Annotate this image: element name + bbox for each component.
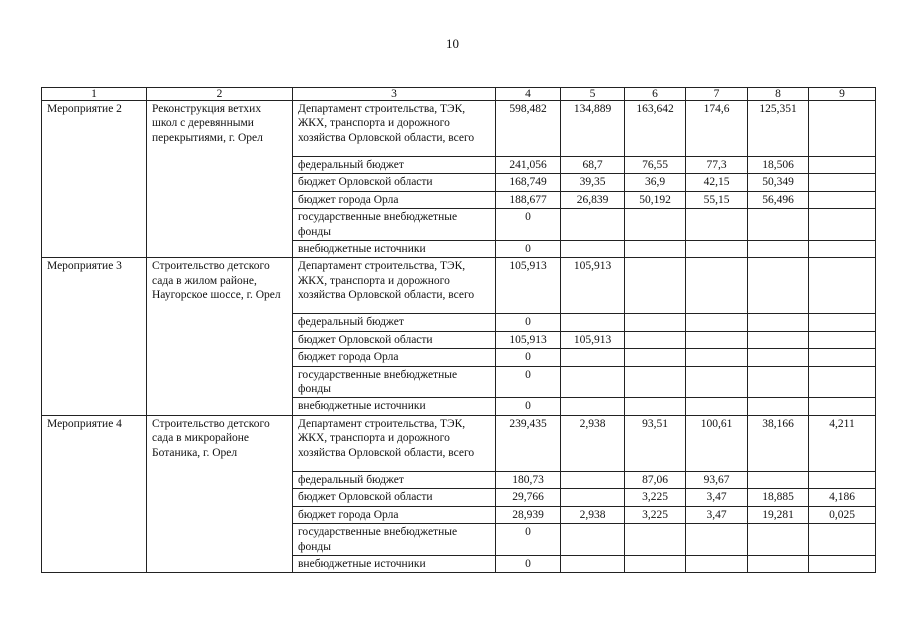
value-cell-c4: 168,749	[496, 174, 561, 191]
header-cell: 5	[561, 88, 625, 101]
value-cell-c8	[748, 314, 809, 331]
value-cell-c6	[625, 258, 686, 314]
source-cell: государственные внебюджетные фонды	[293, 524, 496, 556]
value-cell-c7: 93,67	[686, 471, 748, 488]
value-cell-c4: 239,435	[496, 415, 561, 471]
header-cell: 3	[293, 88, 496, 101]
value-cell-c7	[686, 524, 748, 556]
source-cell: бюджет Орловской области	[293, 331, 496, 348]
value-cell-c9	[809, 174, 876, 191]
value-cell-c4: 0	[496, 314, 561, 331]
value-cell-c5	[561, 349, 625, 366]
value-cell-c5: 26,839	[561, 191, 625, 208]
value-cell-c8	[748, 524, 809, 556]
source-cell: Департамент строительства, ТЭК, ЖКХ, транспорта и дорожного хозяйства Орловской области, всего	[293, 415, 496, 471]
value-cell-c8: 50,349	[748, 174, 809, 191]
header-cell: 8	[748, 88, 809, 101]
value-cell-c4: 29,766	[496, 489, 561, 506]
value-cell-c6	[625, 314, 686, 331]
value-cell-c5	[561, 314, 625, 331]
value-cell-c4: 598,482	[496, 101, 561, 157]
value-cell-c4: 0	[496, 524, 561, 556]
value-cell-c4: 105,913	[496, 258, 561, 314]
value-cell-c7: 77,3	[686, 157, 748, 174]
value-cell-c8: 18,506	[748, 157, 809, 174]
value-cell-c8	[748, 398, 809, 415]
description-cell: Реконструкция ветхих школ с деревянными перекрытиями, г. Орел	[147, 101, 293, 258]
value-cell-c5	[561, 398, 625, 415]
table-row	[42, 258, 876, 314]
header-cell: 9	[809, 88, 876, 101]
value-cell-c4: 28,939	[496, 506, 561, 523]
page-number: 10	[446, 36, 459, 51]
value-cell-c7	[686, 398, 748, 415]
header-cell: 4	[496, 88, 561, 101]
value-cell-c5: 2,938	[561, 415, 625, 471]
value-cell-c9	[809, 366, 876, 398]
value-cell-c5: 2,938	[561, 506, 625, 523]
header-row	[42, 88, 876, 101]
value-cell-c6: 76,55	[625, 157, 686, 174]
value-cell-c9	[809, 398, 876, 415]
value-cell-c8	[748, 471, 809, 488]
value-cell-c6	[625, 241, 686, 258]
source-cell: бюджет города Орла	[293, 349, 496, 366]
value-cell-c8	[748, 258, 809, 314]
value-cell-c6: 93,51	[625, 415, 686, 471]
value-cell-c9	[809, 471, 876, 488]
header-cell: 1	[42, 88, 147, 101]
table-row	[42, 415, 876, 471]
source-cell: федеральный бюджет	[293, 157, 496, 174]
value-cell-c5: 134,889	[561, 101, 625, 157]
value-cell-c9	[809, 349, 876, 366]
value-cell-c8	[748, 555, 809, 572]
value-cell-c6: 3,225	[625, 506, 686, 523]
value-cell-c6: 50,192	[625, 191, 686, 208]
value-cell-c8: 19,281	[748, 506, 809, 523]
source-cell: федеральный бюджет	[293, 471, 496, 488]
value-cell-c9	[809, 191, 876, 208]
source-cell: внебюджетные источники	[293, 241, 496, 258]
value-cell-c6: 87,06	[625, 471, 686, 488]
value-cell-c9: 4,186	[809, 489, 876, 506]
source-cell: государственные внебюджетные фонды	[293, 366, 496, 398]
table-row	[42, 101, 876, 157]
value-cell-c9	[809, 157, 876, 174]
value-cell-c7	[686, 209, 748, 241]
value-cell-c6	[625, 349, 686, 366]
value-cell-c5	[561, 524, 625, 556]
value-cell-c9: 4,211	[809, 415, 876, 471]
value-cell-c7	[686, 366, 748, 398]
value-cell-c5: 105,913	[561, 258, 625, 314]
value-cell-c4: 180,73	[496, 471, 561, 488]
value-cell-c9	[809, 101, 876, 157]
value-cell-c8: 56,496	[748, 191, 809, 208]
value-cell-c6	[625, 555, 686, 572]
value-cell-c4: 0	[496, 209, 561, 241]
value-cell-c6	[625, 331, 686, 348]
value-cell-c6: 3,225	[625, 489, 686, 506]
value-cell-c7: 42,15	[686, 174, 748, 191]
value-cell-c9	[809, 524, 876, 556]
value-cell-c9	[809, 314, 876, 331]
value-cell-c8: 125,351	[748, 101, 809, 157]
value-cell-c4: 0	[496, 366, 561, 398]
source-cell: внебюджетные источники	[293, 555, 496, 572]
value-cell-c8	[748, 241, 809, 258]
value-cell-c4: 0	[496, 349, 561, 366]
measure-cell: Мероприятие 3	[42, 258, 147, 415]
value-cell-c8	[748, 209, 809, 241]
value-cell-c9	[809, 555, 876, 572]
value-cell-c5: 68,7	[561, 157, 625, 174]
value-cell-c6: 36,9	[625, 174, 686, 191]
value-cell-c7	[686, 241, 748, 258]
header-cell: 6	[625, 88, 686, 101]
description-cell: Строительство детского сада в жилом районе, Наугорское шоссе, г. Орел	[147, 258, 293, 415]
value-cell-c7: 55,15	[686, 191, 748, 208]
value-cell-c8	[748, 349, 809, 366]
value-cell-c5	[561, 489, 625, 506]
value-cell-c6	[625, 524, 686, 556]
value-cell-c4: 0	[496, 555, 561, 572]
source-cell: бюджет Орловской области	[293, 174, 496, 191]
source-cell: бюджет Орловской области	[293, 489, 496, 506]
value-cell-c7: 100,61	[686, 415, 748, 471]
value-cell-c9	[809, 331, 876, 348]
measure-cell: Мероприятие 2	[42, 101, 147, 258]
header-cell: 2	[147, 88, 293, 101]
value-cell-c4: 0	[496, 241, 561, 258]
value-cell-c9	[809, 241, 876, 258]
value-cell-c6: 163,642	[625, 101, 686, 157]
measure-cell: Мероприятие 4	[42, 415, 147, 572]
value-cell-c7: 3,47	[686, 489, 748, 506]
value-cell-c5	[561, 555, 625, 572]
header-cell: 7	[686, 88, 748, 101]
source-cell: государственные внебюджетные фонды	[293, 209, 496, 241]
budget-table	[41, 87, 876, 573]
value-cell-c5	[561, 366, 625, 398]
value-cell-c8	[748, 366, 809, 398]
source-cell: внебюджетные источники	[293, 398, 496, 415]
source-cell: федеральный бюджет	[293, 314, 496, 331]
value-cell-c8	[748, 331, 809, 348]
description-cell: Строительство детского сада в микрорайоне Ботаника, г. Орел	[147, 415, 293, 572]
source-cell: Департамент строительства, ТЭК, ЖКХ, транспорта и дорожного хозяйства Орловской области, всего	[293, 101, 496, 157]
value-cell-c8: 18,885	[748, 489, 809, 506]
value-cell-c7	[686, 258, 748, 314]
value-cell-c4: 0	[496, 398, 561, 415]
value-cell-c5: 39,35	[561, 174, 625, 191]
value-cell-c6	[625, 398, 686, 415]
value-cell-c9	[809, 209, 876, 241]
value-cell-c9: 0,025	[809, 506, 876, 523]
value-cell-c5	[561, 209, 625, 241]
source-cell: бюджет города Орла	[293, 191, 496, 208]
value-cell-c4: 105,913	[496, 331, 561, 348]
value-cell-c9	[809, 258, 876, 314]
value-cell-c7	[686, 349, 748, 366]
value-cell-c6	[625, 209, 686, 241]
value-cell-c5	[561, 471, 625, 488]
value-cell-c4: 188,677	[496, 191, 561, 208]
value-cell-c5	[561, 241, 625, 258]
value-cell-c7: 3,47	[686, 506, 748, 523]
source-cell: бюджет города Орла	[293, 506, 496, 523]
value-cell-c7	[686, 314, 748, 331]
value-cell-c7: 174,6	[686, 101, 748, 157]
value-cell-c7	[686, 555, 748, 572]
value-cell-c7	[686, 331, 748, 348]
source-cell: Департамент строительства, ТЭК, ЖКХ, транспорта и дорожного хозяйства Орловской области, всего	[293, 258, 496, 314]
value-cell-c4: 241,056	[496, 157, 561, 174]
value-cell-c6	[625, 366, 686, 398]
value-cell-c5: 105,913	[561, 331, 625, 348]
value-cell-c8: 38,166	[748, 415, 809, 471]
